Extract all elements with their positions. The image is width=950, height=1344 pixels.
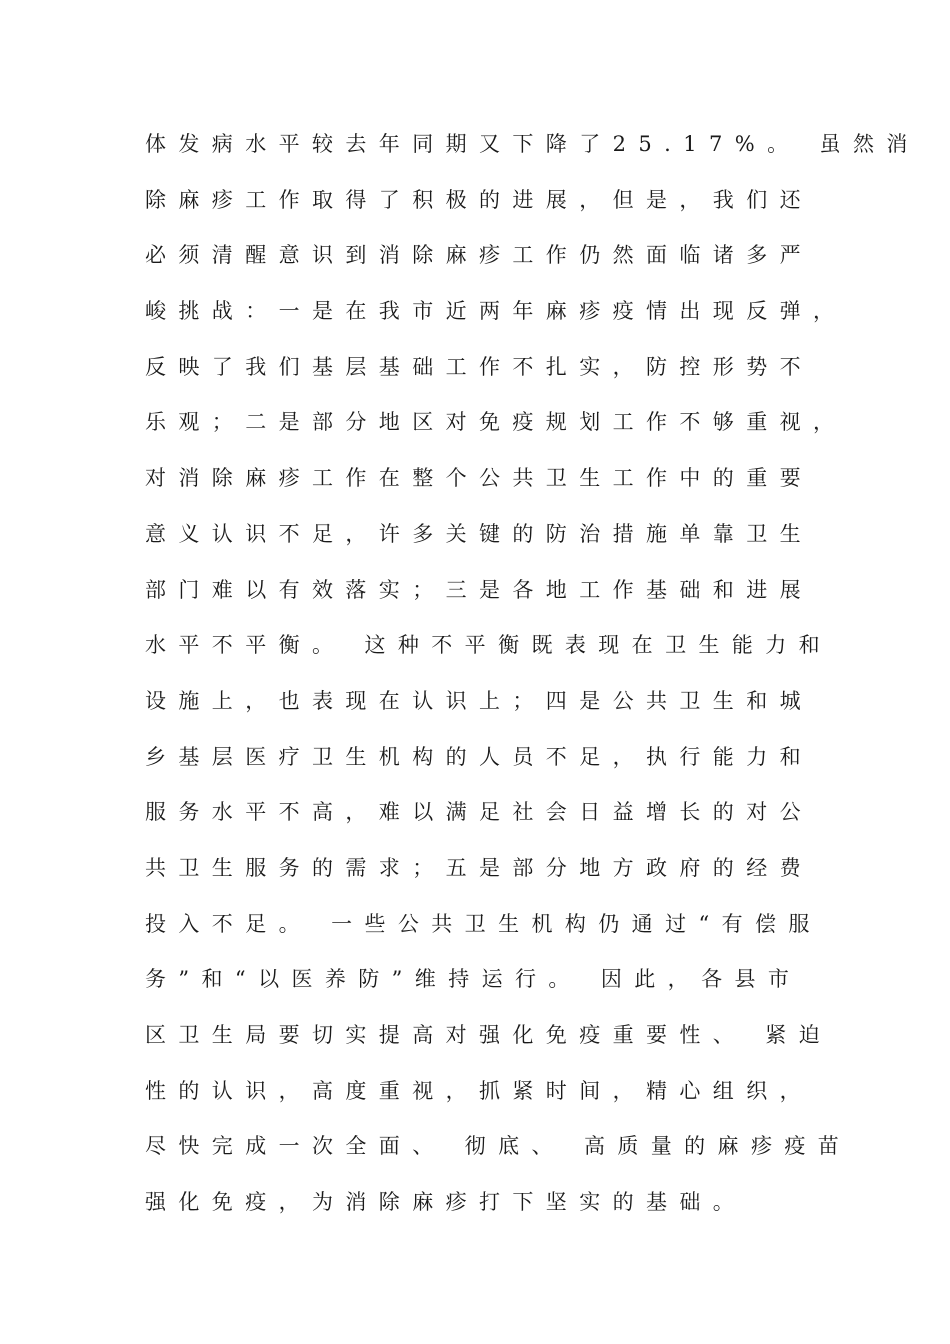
text-line: 峻挑战：一是在我市近两年麻疹疫情出现反弹， (145, 299, 847, 324)
text-line: 必须清醒意识到消除麻疹工作仍然面临诸多严 (145, 243, 813, 268)
text-line: 除麻疹工作取得了积极的进展，但是，我们还 (145, 187, 813, 212)
text-line: 尽快完成一次全面、 彻底、 高质量的麻疹疫苗 (145, 1134, 852, 1159)
text-line: 意义认识不足，许多关键的防治措施单靠卫生 (145, 521, 813, 546)
text-line: 水平不平衡。 这种不平衡既表现在卫生能力和 (145, 633, 833, 658)
text-line: 强化免疫，为消除麻疹打下坚实的基础。 (145, 1190, 747, 1215)
text-line: 反映了我们基层基础工作不扎实，防控形势不 (145, 354, 813, 379)
text-line: 乡基层医疗卫生机构的人员不足，执行能力和 (145, 744, 813, 769)
text-line: 体发病水平较去年同期又下降了25.17%。 虽然消 (145, 132, 920, 156)
text-line: 服务水平不高，难以满足社会日益增长的对公 (145, 800, 813, 825)
body-paragraph (145, 127, 920, 1241)
text-line: 对消除麻疹工作在整个公共卫生工作中的重要 (145, 466, 813, 491)
text-line: 乐观；二是部分地区对免疫规划工作不够重视， (145, 410, 847, 435)
text-line: 务”和“以医养防”维持运行。 因此，各县市 (145, 967, 802, 992)
text-line: 区卫生局要切实提高对强化免疫重要性、 紧迫 (145, 1023, 833, 1047)
text-line: 设施上，也表现在认识上；四是公共卫生和城 (145, 688, 813, 713)
text-line: 部门难以有效落实；三是各地工作基础和进展 (145, 577, 813, 602)
text-line: 投入不足。 一些公共卫生机构仍通过“有偿服 (145, 911, 822, 936)
text-line: 性的认识，高度重视，抓紧时间，精心组织， (145, 1078, 813, 1103)
text-line: 共卫生服务的需求；五是部分地方政府的经费 (145, 855, 813, 880)
